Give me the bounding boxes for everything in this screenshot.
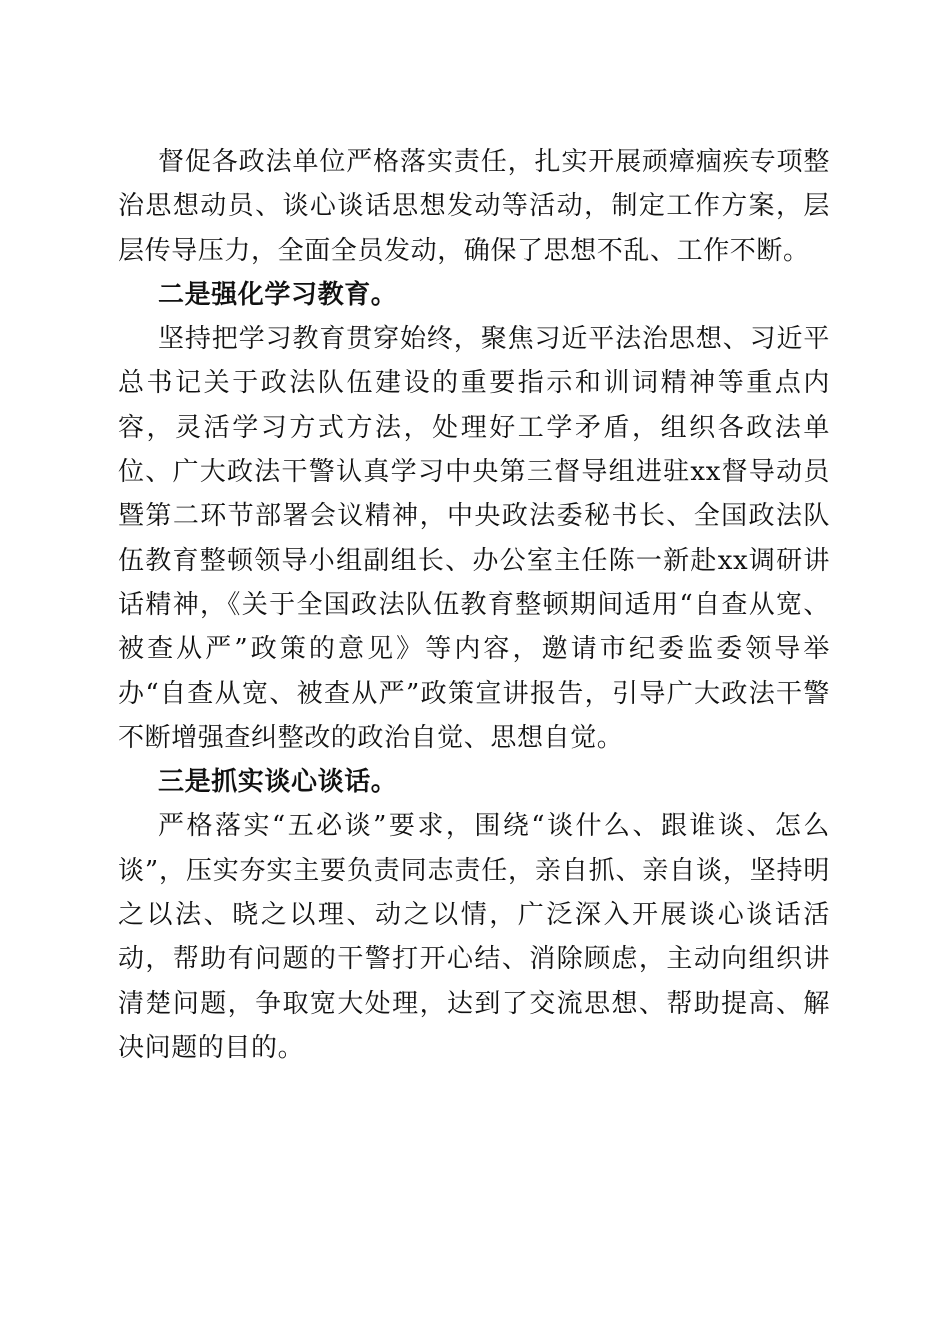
paragraph-talks: 严格落实“五必谈”要求，围绕“谈什么、跟谁谈、怎么谈”，压实夯实主要负责同志责任，亲自抓、亲自谈，坚持明之以法、晓之以理、动之以情，广泛深入开展谈心谈话活动，帮助有问题的干警打开心结、消除顾虑，主动向组织讲清楚问题，争取宽大处理，达到了交流思想、帮助提高、解决问题的目的。 bbox=[118, 811, 830, 1063]
document-body bbox=[118, 140, 830, 1070]
section-heading-study: 二是强化学习教育。 bbox=[158, 279, 398, 310]
section-heading-talks: 三是抓实谈心谈话。 bbox=[158, 767, 398, 798]
paragraph-study: 坚持把学习教育贯穿始终，聚焦习近平法治思想、习近平总书记关于政法队伍建设的重要指示和训词精神等重点内容，灵活学习方式方法，处理好工学矛盾，组织各政法单位、广大政法干警认真学习中央第三督导组进驻xx督导动员暨第二环节部署会议精神，中央政法委秘书长、全国政法队伍教育整顿领导小组副组长、办公室主任陈一新赴xx调研讲话精神，《关于全国政法队伍教育整顿期间适用“自查从宽、被查从严”政策的意见》等内容，邀请市纪委监委领导举办“自查从宽、被查从严”政策宣讲报告，引导广大政法干警不断增强查纠整改的政治自觉、思想自觉。 bbox=[118, 324, 830, 753]
paragraph-responsibility: 督促各政法单位严格落实责任，扎实开展顽瘴痼疾专项整治思想动员、谈心谈话思想发动等活动，制定工作方案，层层传导压力，全面全员发动，确保了思想不乱、工作不断。 bbox=[118, 147, 830, 266]
